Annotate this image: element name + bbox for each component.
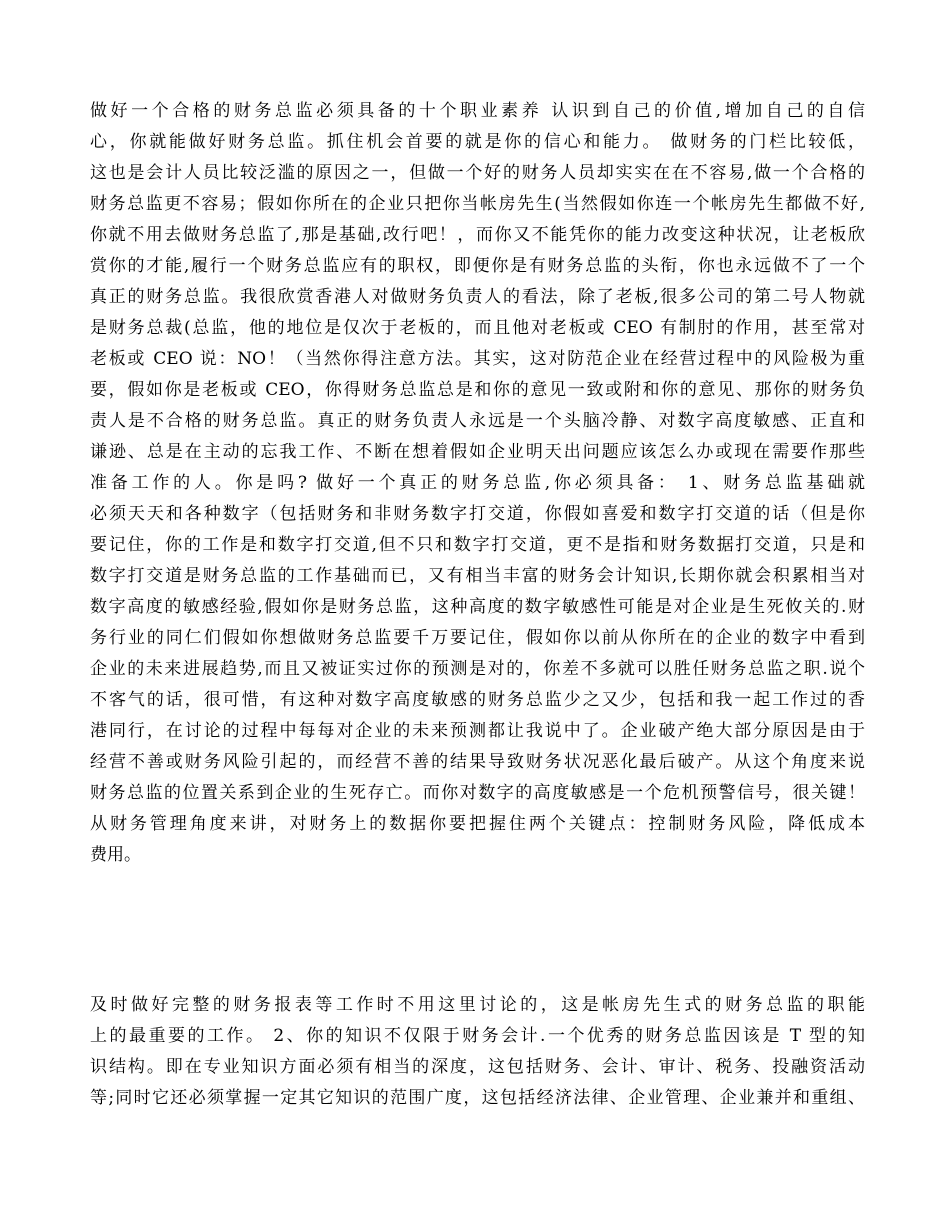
- text-line: 港同行，在讨论的过程中每每对企业的未来预测都让我说中了。企业破产绝大部分原因是由于: [90, 721, 865, 741]
- text-line: 做好一个合格的财务总监必须具备的十个职业素养 认识到自己的价值,增加自己的自信: [90, 101, 865, 121]
- text-line: 从财务管理角度来讲，对财务上的数据你要把握住两个关键点：控制财务风险，降低成本: [90, 814, 865, 834]
- text-line: 务行业的同仁们假如你想做财务总监要千万要记住，假如你以前从你所在的企业的数字中看到: [90, 628, 865, 648]
- text-line: 谦逊、总是在主动的忘我工作、不断在想着假如企业明天出问题应该怎么办或现在需要作那些: [90, 442, 865, 462]
- text-line: 责人是不合格的财务总监。真正的财务负责人永远是一个头脑冷静、对数字高度敏感、正直和: [90, 411, 865, 431]
- text-line: 不客气的话，很可惜，有这种对数字高度敏感的财务总监少之又少，包括和我一起工作过的香: [90, 690, 865, 710]
- text-line: 财务总监的位置关系到企业的生死存亡。而你对数字的高度敏感是一个危机预警信号，很关键！: [90, 783, 865, 803]
- text-line: 要，假如你是老板或 CEO，你得财务总监总是和你的意见一致或附和你的意见、那你的财务负: [90, 380, 865, 400]
- text-line: 是财务总裁(总监，他的地位是仅次于老板的，而且他对老板或 CEO 有制肘的作用，甚至常对: [90, 318, 865, 338]
- text-line: 老板或 CEO 说：NO！（当然你得注意方法。其实，这对防范企业在经营过程中的风险极为重: [90, 349, 865, 369]
- text-line: 及时做好完整的财务报表等工作时不用这里讨论的，这是帐房先生式的财务总监的职能: [90, 995, 865, 1015]
- text-line: 真正的财务总监。我很欣赏香港人对做财务负责人的看法，除了老板,很多公司的第二号人物就: [90, 287, 865, 307]
- paragraph-2: [90, 990, 865, 1114]
- text-line: 心，你就能做好财务总监。抓住机会首要的就是你的信心和能力。 做财务的门栏比较低，: [90, 132, 865, 152]
- paragraph-1: [90, 96, 865, 871]
- text-line: 费用。: [90, 845, 141, 865]
- text-line: 这也是会计人员比较泛滥的原因之一，但做一个好的财务人员却实实在在不容易,做一个合格的: [90, 163, 865, 183]
- text-line: 准备工作的人。你是吗? 做好一个真正的财务总监,你必须具备： 1、财务总监基础就: [90, 473, 865, 493]
- text-line: 必须天天和各种数字（包括财务和非财务数字打交道，你假如喜爱和数字打交道的话（但是你: [90, 504, 865, 524]
- text-line: 上的最重要的工作。 2、你的知识不仅限于财务会计.一个优秀的财务总监因该是 T 型的知: [90, 1026, 865, 1046]
- text-line: 数字高度的敏感经验,假如你是财务总监，这种高度的数字敏感性可能是对企业是生死攸关的.财: [90, 597, 865, 617]
- text-line: 等;同时它还必须掌握一定其它知识的范围广度，这包括经济法律、企业管理、企业兼并和重组、: [90, 1088, 865, 1108]
- text-line: 经营不善或财务风险引起的，而经营不善的结果导致财务状况恶化最后破产。从这个角度来说: [90, 752, 865, 772]
- text-line: 识结构。即在专业知识方面必须有相当的深度，这包括财务、会计、审计、税务、投融资活动: [90, 1057, 865, 1077]
- text-line: 财务总监更不容易；假如你所在的企业只把你当帐房先生(当然假如你连一个帐房先生都做不好,: [90, 194, 865, 214]
- text-line: 要记住，你的工作是和数字打交道,但不只和数字打交道，更不是指和财务数据打交道，只是和: [90, 535, 865, 555]
- text-line: 企业的未来进展趋势,而且又被证实过你的预测是对的，你差不多就可以胜任财务总监之职.说个: [90, 659, 865, 679]
- text-line: 数字打交道是财务总监的工作基础而已，又有相当丰富的财务会计知识,长期你就会积累相当对: [90, 566, 865, 586]
- text-line: 你就不用去做财务总监了,那是基础,改行吧！，而你又不能凭你的能力改变这种状况，让老板欣: [90, 225, 865, 245]
- text-line: 赏你的才能,履行一个财务总监应有的职权，即便你是有财务总监的头衔，你也永远做不了一个: [90, 256, 865, 276]
